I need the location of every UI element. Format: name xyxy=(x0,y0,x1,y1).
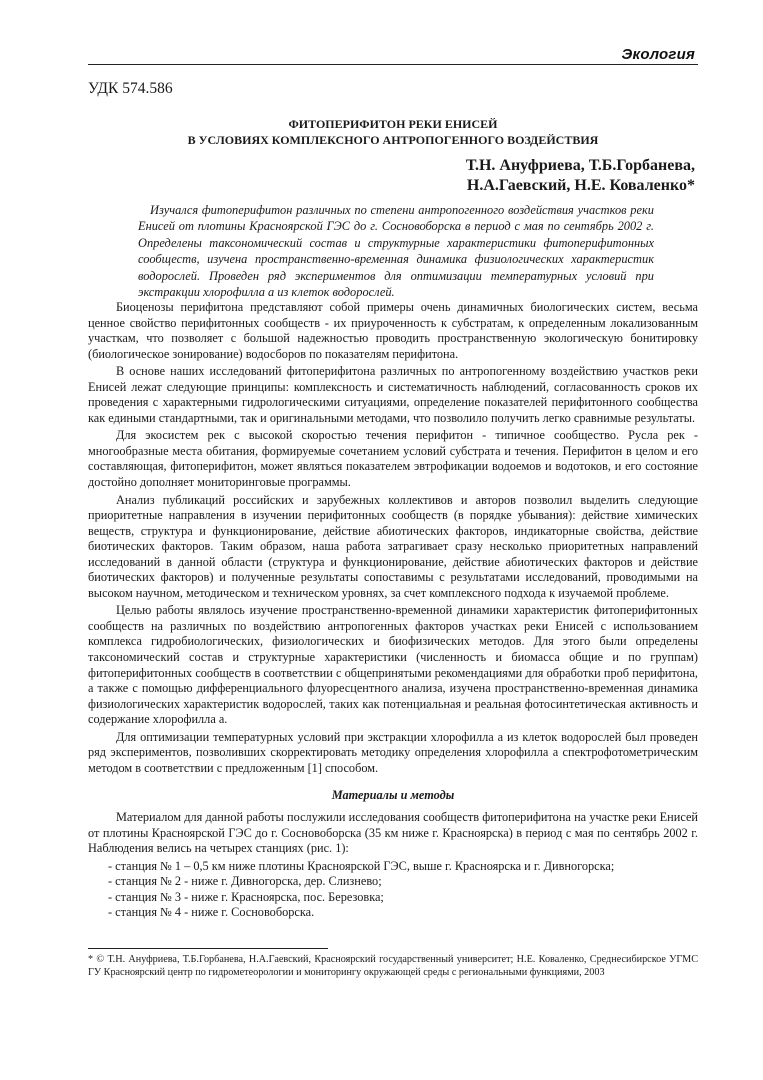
station-item: - станция № 3 - ниже г. Красноярска, пос. Березовка; xyxy=(88,890,698,906)
authors-line-2: Н.А.Гаевский, Н.Е. Коваленко* xyxy=(466,177,695,194)
paragraph: Биоценозы перифитона представляют собой примеры очень динамичных биологических систем, весьма ценное свойство перифитонных сообществ - их приуроченность к субстратам, к определенным локализованным участкам, что позволяет с большой надежностью проводить пространственную экологическую бонитировку (биологическое зонирование) водосборов по показателям перифитона. xyxy=(88,300,698,361)
paragraph: Анализ публикаций российских и зарубежных коллективов и авторов позволил выделить следующие приоритетные направления в изучении перифитонных сообществ (в порядке убывания): действие химических веществ, структура и функционирование, действие абиотических факторов, индикаторные свойства, действие биотических факторов. Таким образом, наша работа затрагивает сразу несколько приоритетных направлений исследований в данной области (структура и функционирование, действие абиотических факторов и действие биотических факторов) и полученные результаты сопоставимы с результатами исследований, проводимыми на высоком научном, методическом и техническом уровнях, за счет комплексного подхода к изучаемой проблеме. xyxy=(88,492,698,600)
authors xyxy=(466,156,695,196)
udk-code: УДК 574.586 xyxy=(88,80,173,97)
station-item: - станция № 4 - ниже г. Сосновоборска. xyxy=(88,905,698,921)
header-rule xyxy=(88,64,698,65)
article-body xyxy=(88,300,698,921)
article-title xyxy=(88,116,698,148)
paragraph: Для экосистем рек с высокой скоростью течения перифитон - типичное сообщество. Русла рек - многообразные места обитания, формируемые сочетанием условий субстрата и течения. Перифитон в целом и его составляющая, фитоперифитон, может являться показателем эвтрофикации водоемов и водотоков, и его состояние достойно дополняет мониторинговые программы. xyxy=(88,428,698,490)
title-line-1: ФИТОПЕРИФИТОН РЕКИ ЕНИСЕЙ xyxy=(288,117,498,131)
authors-line-1: Т.Н. Ануфриева, Т.Б.Горбанева, xyxy=(465,157,695,174)
abstract: Изучался фитоперифитон различных по степени антропогенного воздействия участков реки Енисей от плотины Красноярской ГЭС до г. Сосновоборска в период с мая по сентябрь 2002 г. Определены таксономический состав и структурные характеристики фитоперифитонных сообществ, изучена пространственно-временная динамика физиологических характеристик водорослей. Проведен ряд экспериментов для оптимизации температурных условий при экстракции хлорофилла a из клеток водорослей. xyxy=(138,203,654,300)
section-heading-methods: Материалы и методы xyxy=(331,788,455,803)
paragraph: В основе наших исследований фитоперифитона различных по антропогенному воздействию участков реки Енисей лежат следующие принципы: комплексность и систематичность наблюдений, согласованность сроков их проведения с характерными гидрологическими ситуациями, определение показателей перифитонного сообщества как едиными стандартными, так и оригинальными методами, что позволило получить легко сравнимые результаты. xyxy=(88,364,698,425)
title-line-2: В УСЛОВИЯХ КОМПЛЕКСНОГО АНТРОПОГЕННОГО ВОЗДЕЙСТВИЯ xyxy=(187,133,599,147)
paragraph: Целью работы являлось изучение пространственно-временной динамики характеристик фитоперифитонных сообществ на различных по воздействию антропогенных факторов участках реки Енисей с использованием комплекса гидробиологических, физиологических и биофизических методов. Для этого были определены таксономический состав и структурные характеристики (численность и биомасса общие и по группам) фитоперифитонных сообществ в соответствии с общепринятыми рекомендациями для обработки проб перифитона, а также с помощью дифференциального флуоресцентного анализа, изучена пространственно-временная динамика физиологических характеристик водорослей, таких как потенциальная и реальная фотосинтетическая активность и содержание хлорофилла a. xyxy=(88,603,698,727)
station-item: - станция № 1 – 0,5 км ниже плотины Красноярской ГЭС, выше г. Красноярска и г. Дивногорска; xyxy=(88,859,698,875)
paragraph: Материалом для данной работы послужили исследования сообществ фитоперифитона на участке реки Енисей от плотины Красноярской ГЭС до г. Сосновоборска (35 км ниже г. Красноярска) в период с мая по сентябрь 2002 г. Наблюдения велись на четырех станциях (рис. 1): xyxy=(88,809,698,856)
section-label: Экология xyxy=(621,46,695,63)
footnote: * © Т.Н. Ануфриева, Т.Б.Горбанева, Н.А.Гаевский, Красноярский государственный университет; Н.Е. Коваленко, Среднесибирское УГМС ГУ Красноярский центр по гидрометеорологии и мониторингу окружающей среды с региональными функциями, 2003 xyxy=(88,954,698,978)
paragraph: Для оптимизации температурных условий при экстракции хлорофилла a из клеток водорослей был проведен ряд экспериментов, позволивших скорректировать методику определения хлорофилла a спектрофотометрическим методом в соответствии с предложенным [1] способом. xyxy=(88,729,698,775)
station-list xyxy=(88,859,698,921)
footnote-rule xyxy=(88,948,328,949)
station-item: - станция № 2 - ниже г. Дивногорска, дер. Слизнево; xyxy=(88,874,698,890)
